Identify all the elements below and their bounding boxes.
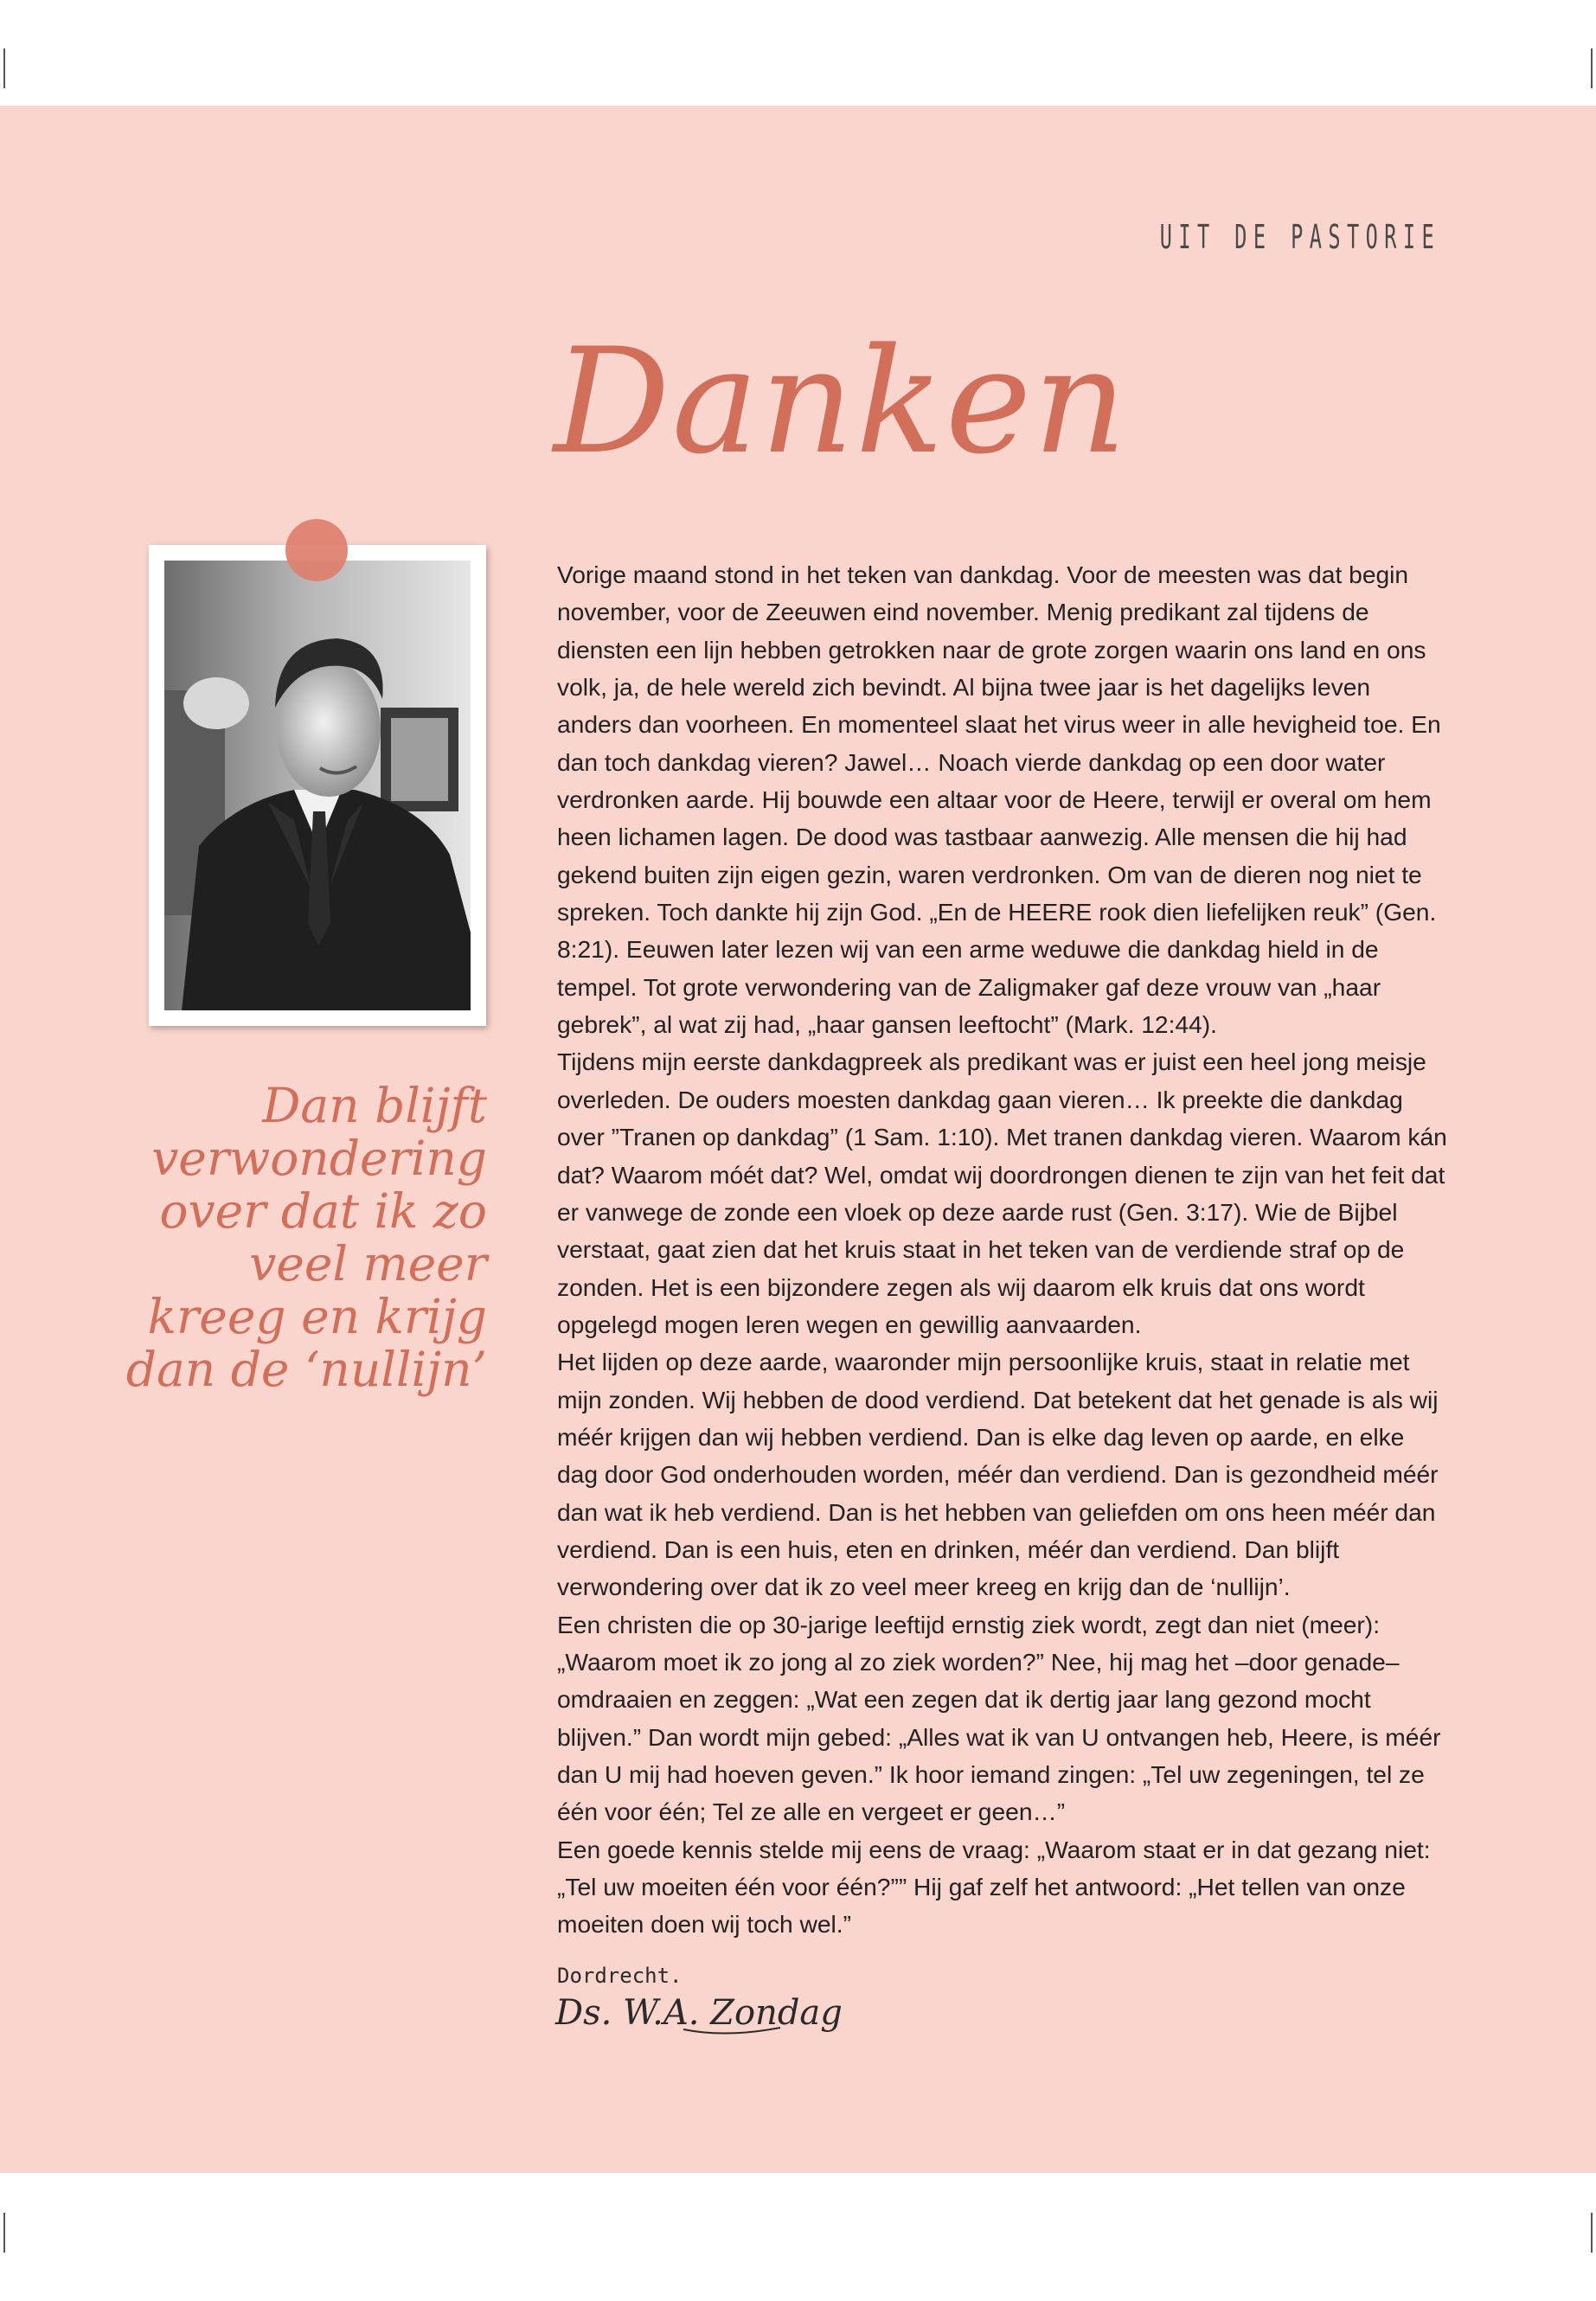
signature-text: Ds. W.A. Zondag (555, 1993, 843, 2033)
signature (554, 1990, 843, 2043)
article-body (557, 556, 1448, 1944)
body-paragraph: Het lijden op deze aarde, waaronder mijn persoonlijke kruis, staat in relatie met mijn zonden. Wij hebben de dood verdiend. Dat betekent dat het genade is als wij méér krijgen dan wij hebben verdiend. Dan is elke dag leven op aarde, en elke dag door God onderhouden worden, méér dan verdiend. Dan is gezondheid méér dan wat ik heb verdiend. Dan is het hebben van geliefden om ons heen méér dan verdiend. Dan is een huis, eten en drinken, méér dan verdiend. Dan blijft verwondering over dat ik zo veel meer kreeg en krijg dan de ‘nullijn’. (557, 1348, 1439, 1601)
crop-mark-top-left (3, 48, 5, 88)
article-title: Danken (554, 317, 1129, 486)
crop-mark-top-right (1591, 48, 1593, 88)
crop-mark-bottom-left (3, 2213, 5, 2253)
body-paragraph: Een christen die op 30-jarige leeftijd ernstig ziek wordt, zegt dan niet (meer): „Waarom moet ik zo jong al zo ziek worden?” Nee, hij mag het –door genade– omdraaien en zeggen: „Wat een zegen dat ik dertig jaar lang gezond mocht blijven.” Dan wordt mijn gebed: „Alles wat ik van U ontvangen heb, Heere, is méér dan U mij had hoeven geven.” Ik hoor iemand zingen: „Tel uw zegeningen, tel ze één voor één; Tel ze alle en vergeet er geen…” (557, 1610, 1441, 1826)
portrait-photo-icon (164, 561, 471, 1010)
body-paragraph: Een goede kennis stelde mij eens de vraag: „Waarom staat er in dat gezang niet: „Tel uw moeiten één voor één?”” Hij gaf zelf het antwoord: „Het tellen van onze moeiten doen wij toch wel.” (557, 1835, 1431, 1939)
portrait-photo (164, 561, 471, 1010)
body-paragraph: Tijdens mijn eerste dankdagpreek als predikant was er juist een heel jong meisje overleden. De ouders moesten dankdag gaan vieren… Ik preekte die dankdag over ”Tranen op dankdag” (1 Sam. 1:10). Met tranen dankdag vieren. Waarom kán dat? Waarom móét dat? Wel, omdat wij doordrongen dienen te zijn van het feit dat er vanwege de zonde een vloek op deze aarde rust (Gen. 3:17). Wie de Bijbel verstaat, gaat zien dat het kruis staat in het teken van de verdiende straf op de zonden. Het is een bijzondere zegen als wij daarom elk kruis dat ons wordt opgelegd mogen leren wegen en gewillig aanvaarden. (557, 1048, 1447, 1338)
crop-mark-bottom-right (1591, 2213, 1593, 2253)
section-label: UIT DE PASTORIE (1159, 218, 1440, 256)
closing-place: Dordrecht. (557, 1964, 683, 1988)
pull-quote: Dan blijft verwondering over dat ik zo veel meer kreeg en krijg dan de ‘nullijn’ (125, 1078, 487, 1397)
pin-icon (285, 519, 348, 581)
body-paragraph: Vorige maand stond in het teken van dankdag. Voor de meesten was dat begin november, voor de Zeeuwen eind november. Menig predikant zal tijdens de diensten een lijn hebben getrokken naar de grote zorgen waarin ons land en ons volk, ja, de hele wereld zich bevindt. Al bijna twee jaar is het dagelijks leven anders dan voorheen. En momenteel slaat het virus weer in alle hevigheid toe. En dan toch dankdag vieren? Jawel… Noach vierde dankdag op een door water verdronken aarde. Hij bouwde een altaar voor de Heere, terwijl er overal om hem heen lichamen lagen. De dood was tastbaar aanwezig. Alle mensen die hij had gekend buiten zijn eigen gezin, waren verdronken. Om van de dieren nog niet te spreken. Toch dankte hij zijn God. „En de HEERE rook dien liefelijken reuk” (Gen. 8:21). Eeuwen later lezen wij van een arme weduwe die dankdag hield in de tempel. Tot grote verwondering van de Zaligmaker gaf deze vrouw van „haar gebrek”, al wat zij had, „haar gansen leeftocht” (Mark. 12:44). (557, 561, 1441, 1039)
portrait-photo-frame (149, 545, 486, 1026)
